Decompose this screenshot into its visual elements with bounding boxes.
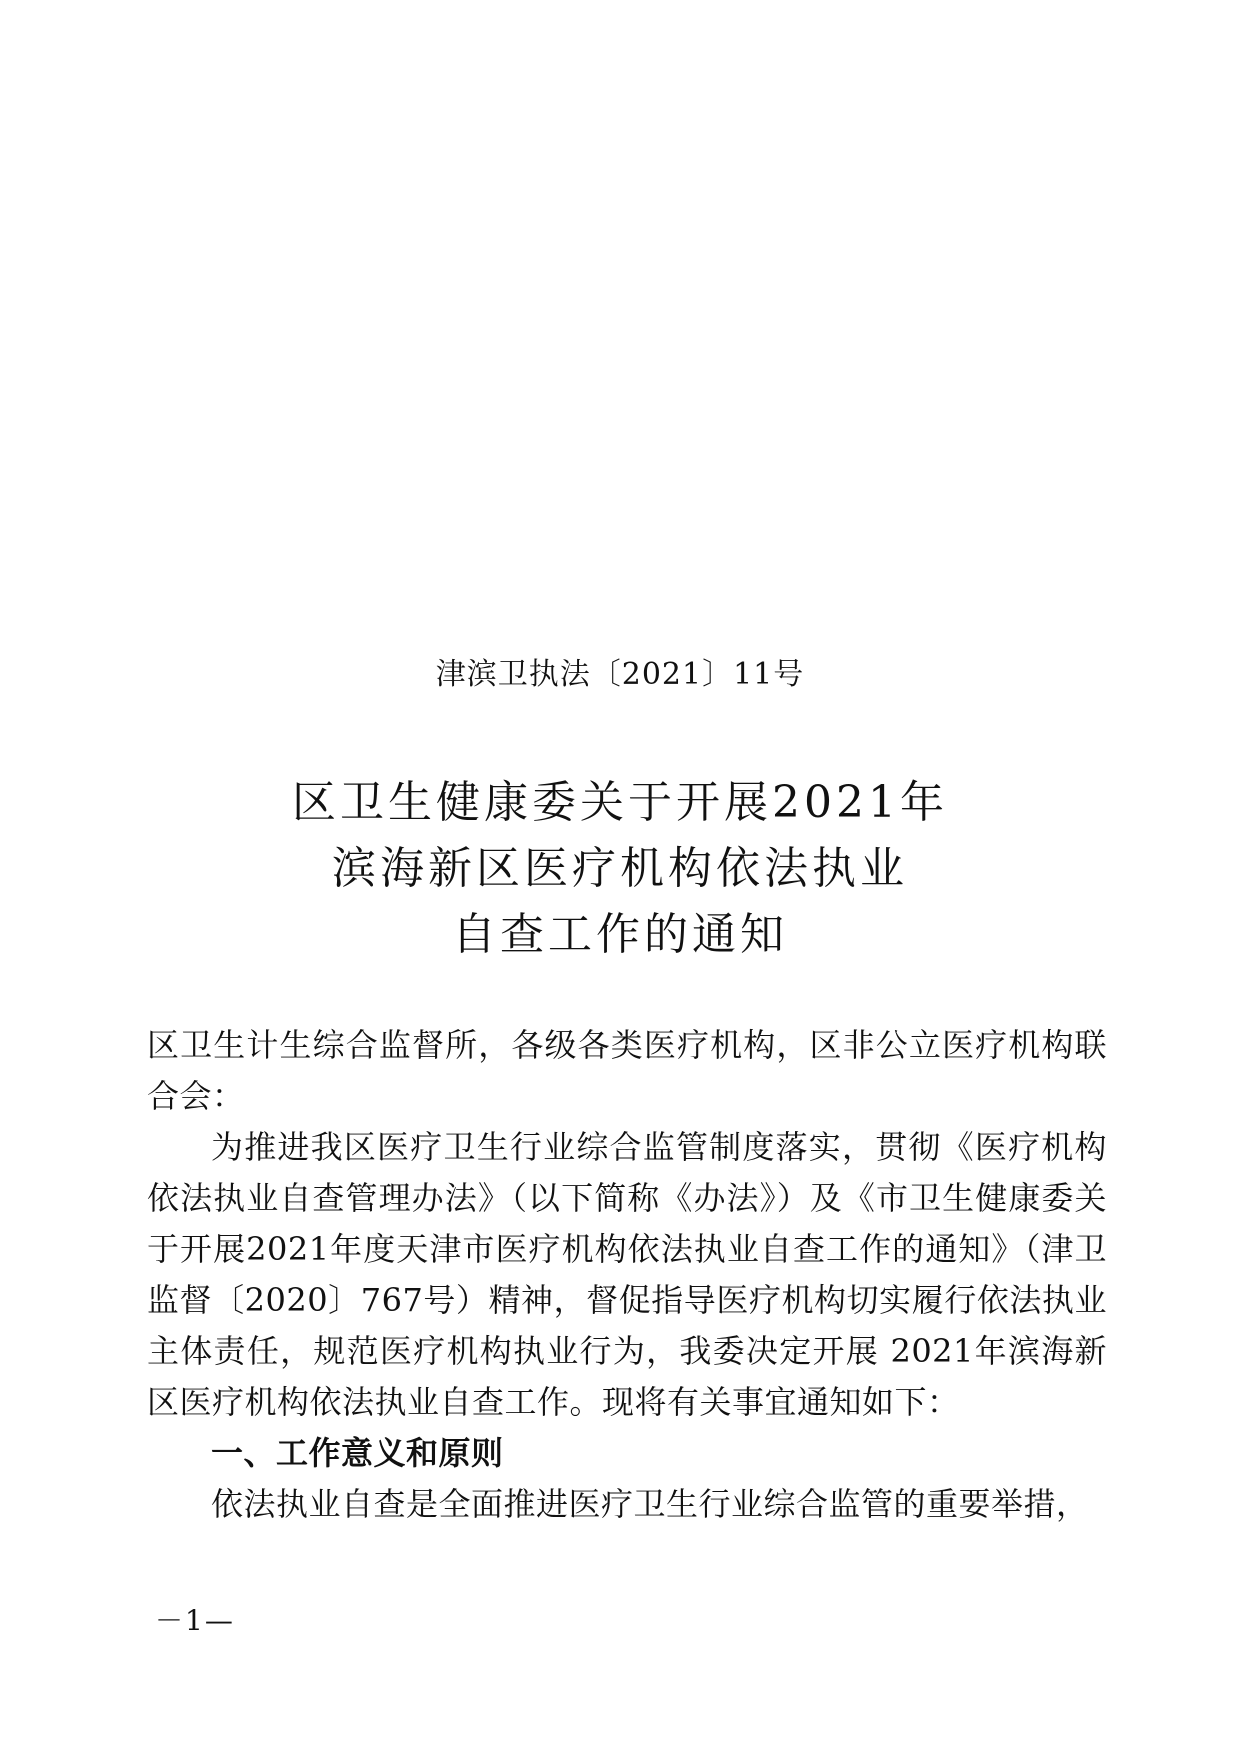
section-heading: 一、工作意义和原则 xyxy=(211,1434,504,1472)
document-body xyxy=(147,1020,1107,1530)
document-number: 津滨卫执法〔2021〕11号 xyxy=(435,657,805,692)
title-line: 滨海新区医疗机构依法执业 xyxy=(332,843,908,894)
document-title xyxy=(0,770,1240,968)
title-line: 自查工作的通知 xyxy=(452,909,788,960)
body-paragraph: 依法执业自查是全面推进医疗卫生行业综合监管的重要举措， xyxy=(211,1485,1089,1523)
body-paragraph: 为推进我区医疗卫生行业综合监管制度落实，贯彻《医疗机构依法执业自查管理办法》（以下简称《办法》）及《市卫生健康委关于开展2021年度天津市医疗机构依法执业自查工作的通知》（津卫监督〔2020〕767号）精神，督促指导医疗机构切实履行依法执业主体责任，规范医疗机构执业行为，我委决定开展 2021年滨海新区医疗机构依法执业自查工作。现将有关事宜通知如下： xyxy=(147,1128,1107,1421)
page-number: －1— xyxy=(155,1604,235,1637)
recipients-line: 区卫生计生综合监督所，各级各类医疗机构，区非公立医疗机构联合会： xyxy=(147,1026,1107,1115)
title-line: 区卫生健康委关于开展2021年 xyxy=(292,777,948,828)
